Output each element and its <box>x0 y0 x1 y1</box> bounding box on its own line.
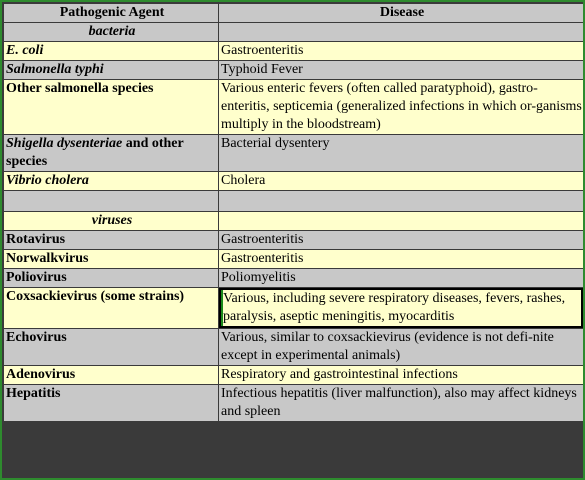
disease-text: Infectious hepatitis (liver malfunction), also may affect kidneys and spleen <box>221 386 577 419</box>
table-row <box>4 135 583 171</box>
table-row <box>4 42 583 60</box>
agent-cell <box>4 250 218 268</box>
section-label: bacteria <box>88 24 136 39</box>
disease-cell <box>219 250 583 268</box>
disease-cell <box>219 366 583 384</box>
agent-cell <box>4 80 218 134</box>
disease-text: Gastroenteritis <box>221 232 304 247</box>
disease-cell <box>219 42 583 60</box>
disease-text: Typhoid Fever <box>221 62 303 77</box>
table-row <box>4 61 583 79</box>
table-row <box>4 250 583 268</box>
disease-text: Gastroenteritis <box>221 251 304 266</box>
section-empty-cell <box>219 23 583 41</box>
table-row <box>4 329 583 365</box>
agent-cell <box>4 172 218 190</box>
table-row <box>4 191 583 211</box>
table-row <box>4 172 583 190</box>
agent-italic-name: Shigella dysenteriae <box>6 136 123 151</box>
table-body <box>4 23 583 421</box>
agent-cell <box>4 135 218 171</box>
agent-italic-name: Vibrio cholera <box>6 173 89 188</box>
table-row <box>4 231 583 249</box>
agent-name: Adenovirus <box>6 367 76 382</box>
disease-cell <box>219 191 583 211</box>
table-row <box>4 366 583 384</box>
agent-cell <box>4 61 218 79</box>
disease-cell <box>219 172 583 190</box>
header-row <box>4 4 583 22</box>
agent-italic-name: E. coli <box>6 43 44 58</box>
table-row <box>4 80 583 134</box>
table-row <box>4 385 583 421</box>
disease-cell <box>219 269 583 287</box>
agent-name: Hepatitis <box>6 386 61 401</box>
agent-cell <box>4 288 218 328</box>
disease-text: Poliomyelitis <box>221 270 296 285</box>
agent-cell <box>4 23 218 41</box>
agent-name: Poliovirus <box>6 270 67 285</box>
disease-text: Gastroenteritis <box>221 43 304 58</box>
agent-cell <box>4 366 218 384</box>
disease-text: Various, including severe respiratory diseases, fevers, rashes, paralysis, aseptic meningitis, myocarditis <box>223 291 566 324</box>
agent-cell <box>4 385 218 421</box>
disease-cell <box>219 61 583 79</box>
agent-cell <box>4 329 218 365</box>
header-agent: Pathogenic Agent <box>4 4 218 22</box>
disease-cell <box>219 288 583 328</box>
disease-cell <box>219 231 583 249</box>
disease-cell <box>219 329 583 365</box>
agent-cell <box>4 191 218 211</box>
disease-text: Various enteric fevers (often called paratyphoid), gastro-enteritis, septicemia (generalized infections in which or-ganisms multiply in the bloodstream) <box>221 81 582 132</box>
table-row <box>4 288 583 328</box>
agent-name: Coxsackievirus (some strains) <box>6 289 185 304</box>
disease-text: Bacterial dysentery <box>221 136 330 151</box>
agent-name: Rotavirus <box>6 232 66 247</box>
section-row <box>4 23 583 41</box>
agent-italic-name: Salmonella typhi <box>6 62 104 77</box>
agent-cell <box>4 269 218 287</box>
agent-name: Norwalkvirus <box>6 251 89 266</box>
header-disease: Disease <box>219 4 583 22</box>
agent-cell <box>4 42 218 60</box>
disease-cell <box>219 385 583 421</box>
agent-cell <box>4 212 218 230</box>
disease-cell <box>219 80 583 134</box>
agent-name: Other salmonella species <box>6 81 154 96</box>
table-row <box>4 269 583 287</box>
disease-cell <box>219 135 583 171</box>
pathogen-table <box>3 3 584 422</box>
disease-text: Various, similar to coxsackievirus (evidence is not defi-nite except in experimental animals) <box>221 330 554 363</box>
section-label: viruses <box>91 213 133 228</box>
section-row <box>4 212 583 230</box>
disease-text: Respiratory and gastrointestinal infections <box>221 367 458 382</box>
agent-name: Echovirus <box>6 330 67 345</box>
agent-cell <box>4 231 218 249</box>
disease-text: Cholera <box>221 173 266 188</box>
agent-name: and other species <box>6 136 184 169</box>
section-empty-cell <box>219 212 583 230</box>
